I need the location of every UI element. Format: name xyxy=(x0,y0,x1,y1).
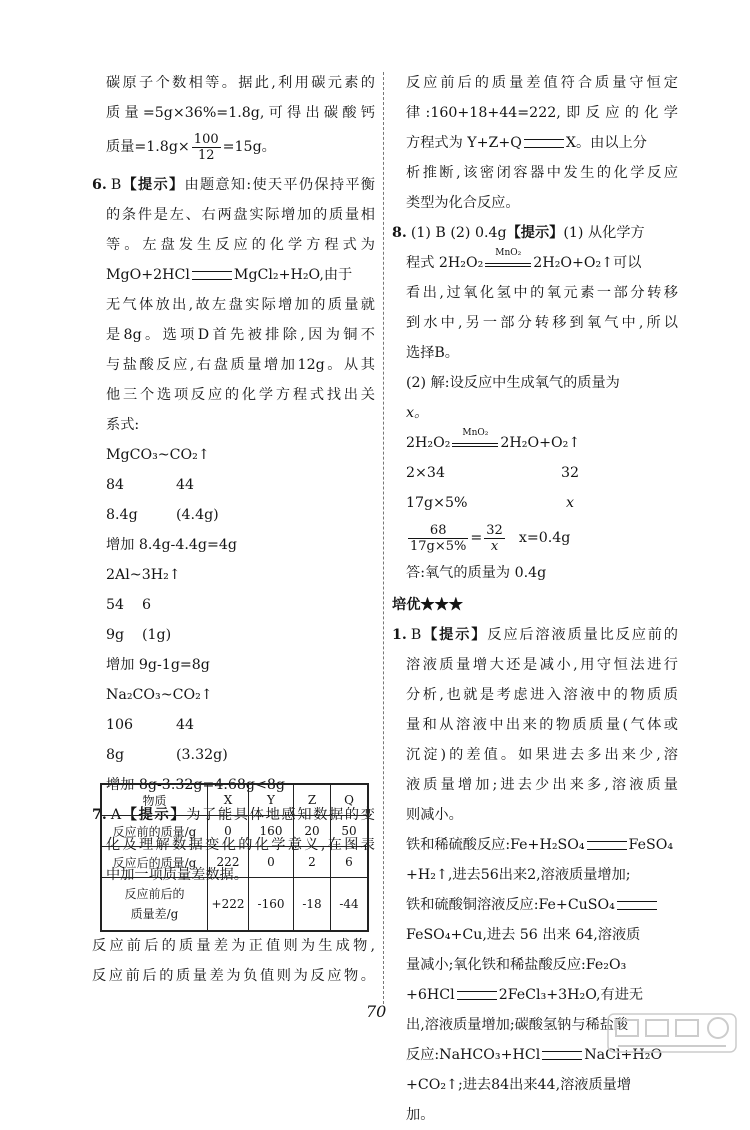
table-cell: -18 xyxy=(294,878,331,932)
text-line: 量和从溶液中出来的物质质量(气体或 xyxy=(406,717,678,733)
left-column xyxy=(92,68,375,890)
calc-row xyxy=(92,440,375,470)
question-number: 7. xyxy=(92,807,107,823)
table-cell-line: 质量差/g xyxy=(130,907,179,921)
text-line: (2) 解:设反应中生成氧气的质量为 xyxy=(406,375,620,391)
text-line: 质量=5g×36%=1.8g,可得出碳酸钙 xyxy=(106,105,375,121)
reaction-line: 出,溶液质量增加;碳酸氢钠与稀盐酸 xyxy=(406,1017,629,1033)
calc-row xyxy=(92,620,375,650)
text-line: 化及理解数据变化的化学意义,在图表 xyxy=(106,837,375,853)
calc-cell: 2×34 xyxy=(406,465,445,481)
calc-cell: 增加 8.4g-4.4g=4g xyxy=(106,537,237,553)
calc-cell: 2Al~3H₂↑ xyxy=(106,567,181,583)
calc-cell: x xyxy=(566,495,575,511)
calc-cell: 增加 8g-3.32g=4.68g<8g xyxy=(106,777,286,793)
reaction-line xyxy=(392,980,678,1010)
hint-label: 【提示】 xyxy=(421,627,488,643)
text-line: 的条件是左、右两盘实际增加的质量相 xyxy=(106,207,375,223)
fraction-denominator: 17g×5% xyxy=(410,538,467,554)
text-line: 中加一项质量差数据。 xyxy=(106,867,248,883)
calc-cell: 8g xyxy=(106,747,125,763)
fraction-denominator: x xyxy=(490,538,499,554)
catalyst-label: MnO₂ xyxy=(462,428,489,438)
equation-equals xyxy=(617,901,657,910)
calc-cell: 106 xyxy=(106,717,134,733)
equation-part: MgO+2HCl xyxy=(106,267,190,283)
text-line: 答:氧气的质量为 0.4g xyxy=(406,565,547,581)
table-cell xyxy=(101,878,208,932)
hint-label: 【提示】 xyxy=(121,807,187,823)
watermark-logo xyxy=(606,1012,738,1054)
fraction xyxy=(192,132,221,163)
equation-part: 2H₂O+O₂↑ xyxy=(500,435,581,451)
text-line: 到水中,另一部分转移到氧气中,所以 xyxy=(406,315,678,331)
text-line: 无气体放出,故左盘实际增加的质量就 xyxy=(106,297,375,313)
equation-equals xyxy=(457,991,497,1000)
question-1 xyxy=(392,620,678,650)
table-header: Y xyxy=(249,784,294,816)
right-column xyxy=(392,68,678,1130)
calc-row xyxy=(92,680,375,710)
table-cell: 6 xyxy=(331,847,369,878)
table-header-row xyxy=(101,784,368,816)
calc-row xyxy=(92,530,375,560)
text-line: 分析,也就是考虑进入溶液中的物质质 xyxy=(406,687,678,703)
calc-cell: (4.4g) xyxy=(176,507,219,523)
text-line: 等。左盘发生反应的化学方程式为 xyxy=(106,237,375,253)
calc-cell: 增加 9g-1g=8g xyxy=(106,657,210,673)
calc-cell: MgCO₃~CO₂↑ xyxy=(106,447,210,463)
calc-cell: 8.4g xyxy=(106,507,138,523)
text-line: 液质量增加;进去少出来多,溶液质量 xyxy=(406,777,678,793)
equation-part: 方程式为 Y+Z+Q xyxy=(406,135,522,151)
text-line: 他三个选项反应的化学方程式找出关 xyxy=(106,387,375,403)
text-line: 反应前后的质量差为负值则为反应物。 xyxy=(92,968,375,984)
equation-part: 铁和硫酸铜溶液反应:Fe+CuSO₄ xyxy=(406,897,615,913)
text-line: 反应后溶液质量比反应前的 xyxy=(487,627,678,643)
calc-cell: 6 xyxy=(142,597,152,613)
calc-cell: 17g×5% xyxy=(406,495,468,511)
table-header: Z xyxy=(294,784,331,816)
table-cell: 反应前的质量/g xyxy=(101,816,208,847)
calc-cell: (1g) xyxy=(142,627,172,643)
text-line: 沉淀)的差值。如果进去多出来少,溶 xyxy=(406,747,678,763)
hint-label: 【提示】 xyxy=(121,177,185,193)
text-line: 律:160+18+44=222,即反应的化学 xyxy=(406,105,678,121)
table-header: X xyxy=(208,784,249,816)
equation-part: 反应:NaHCO₃+HCl xyxy=(406,1047,541,1063)
answer-choice: B xyxy=(110,177,122,193)
table-cell: 50 xyxy=(331,816,369,847)
fraction-denominator: 12 xyxy=(197,147,215,163)
calc-row xyxy=(92,710,375,740)
answer-text: (1) B (2) 0.4g xyxy=(410,225,507,241)
equation-line xyxy=(392,248,678,278)
table-row xyxy=(101,847,368,878)
text-line: 溶液质量增大还是减小,用守恒法进行 xyxy=(406,657,678,673)
table-cell: +222 xyxy=(208,878,249,932)
equation-equals xyxy=(192,271,232,280)
reaction-line: +H₂↑,进去56出来2,溶液质量增加; xyxy=(406,867,631,883)
calc-row xyxy=(92,590,375,620)
equation-equals xyxy=(524,139,564,148)
text-line: 反应前后的质量差值符合质量守恒定 xyxy=(406,75,678,91)
calc-row xyxy=(92,560,375,590)
question-6 xyxy=(92,170,375,200)
text-line: 与盐酸反应,右盘质量增加12g。从其 xyxy=(106,357,375,373)
table-cell: 反应后的质量/g xyxy=(101,847,208,878)
equation-part: FeSO₄ xyxy=(628,837,674,853)
text-line: 由题意知:使天平仍保持平衡 xyxy=(184,177,375,193)
table-row xyxy=(101,816,368,847)
section-heading: 培优★★★ xyxy=(392,597,463,613)
calc-row xyxy=(92,740,375,770)
table-cell: 20 xyxy=(294,816,331,847)
table-header: 物质 xyxy=(101,784,208,816)
formula-line xyxy=(92,128,375,166)
catalyst-arrow xyxy=(483,248,533,270)
ratio-line: $\frac{68}{17g\times 5\%}$ = $\frac{32}{x}$ x=0.4g xyxy=(410,522,571,554)
text-line: (1) 从化学方 xyxy=(563,225,645,241)
equation-line xyxy=(392,428,678,458)
calc-cell: 54 xyxy=(106,597,125,613)
table-cell: 222 xyxy=(208,847,249,878)
mass-table xyxy=(100,783,369,932)
calc-row xyxy=(392,488,678,518)
table-cell-line: 反应前后的 xyxy=(124,887,185,901)
fraction-numerator: 100 xyxy=(193,131,219,147)
table-cell: 160 xyxy=(249,816,294,847)
equation-part: 铁和稀硫酸反应:Fe+H₂SO₄ xyxy=(406,837,585,853)
q7-conclusion xyxy=(92,931,375,991)
reaction-line xyxy=(392,830,678,860)
equation-part: 2H₂O+O₂↑可以 xyxy=(533,255,642,271)
question-number: 1. xyxy=(392,627,407,643)
question-number: 6. xyxy=(92,177,107,193)
question-8 xyxy=(392,218,678,248)
text-line: 选择B。 xyxy=(406,345,459,361)
table-cell: 0 xyxy=(208,816,249,847)
calc-cell: 32 xyxy=(561,465,580,481)
calc-cell: (3.32g) xyxy=(176,747,228,763)
equation-part: 程式 2H₂O₂ xyxy=(406,255,484,271)
text-line: =15g。 xyxy=(222,139,276,155)
fraction xyxy=(408,523,468,554)
table-row xyxy=(101,878,368,932)
watermark-graphic xyxy=(606,1012,738,1054)
fraction-numerator: 32 xyxy=(486,522,503,538)
table-cell: 2 xyxy=(294,847,331,878)
fraction xyxy=(484,523,505,554)
text-line: 析推断,该密闭容器中发生的化学反应 xyxy=(406,165,678,181)
reaction-line: FeSO₄+Cu,进去 56 出来 64,溶液质 xyxy=(406,927,641,943)
fraction-numerator: 68 xyxy=(408,523,468,539)
answer-choice: A xyxy=(110,807,122,823)
table-cell: 0 xyxy=(249,847,294,878)
question-number: 8. xyxy=(392,225,407,241)
catalyst-arrow xyxy=(450,428,500,450)
reaction-line: 加。 xyxy=(406,1107,435,1123)
result: x=0.4g xyxy=(518,530,571,546)
calc-row xyxy=(392,458,678,488)
text-line: 质量=1.8g× xyxy=(106,139,190,155)
text-line: 碳原子个数相等。据此,利用碳元素的 xyxy=(106,75,375,91)
equation-line xyxy=(92,260,375,290)
calc-cell: 44 xyxy=(176,477,195,493)
text-line: 反应前后的质量差为正值则为生成物, xyxy=(92,938,375,954)
text-line: 系式: xyxy=(106,417,140,433)
table-cell: -160 xyxy=(249,878,294,932)
table-header: Q xyxy=(331,784,369,816)
catalyst-label: MnO₂ xyxy=(495,248,522,258)
text-line: 是8g。选项D首先被排除,因为铜不 xyxy=(106,327,375,343)
equation-part: MgCl₂+H₂O,由于 xyxy=(233,267,353,283)
calc-cell: 84 xyxy=(106,477,125,493)
text-line: 看出,过氧化氢中的氧元素一部分转移 xyxy=(406,285,678,301)
equation-part: X。由以上分 xyxy=(565,135,647,151)
equation-equals xyxy=(587,841,627,850)
equation-part: NaCl+H₂O xyxy=(584,1047,663,1063)
equation-equals xyxy=(542,1051,582,1060)
text-line: 为了能具体地感知数据的变 xyxy=(186,807,375,823)
calc-cell: Na₂CO₃~CO₂↑ xyxy=(106,687,213,703)
column-divider xyxy=(383,72,384,1004)
equation-line xyxy=(392,128,678,158)
calc-row xyxy=(92,470,375,500)
calc-row xyxy=(92,500,375,530)
reaction-line: +CO₂↑;进去84出来44,溶液质量增 xyxy=(406,1077,632,1093)
reaction-line xyxy=(392,890,678,920)
equation-part: 2H₂O₂ xyxy=(406,435,451,451)
text-line: 则减小。 xyxy=(406,807,463,823)
equation-part: +6HCl xyxy=(406,987,455,1003)
calc-cell: 44 xyxy=(176,717,195,733)
calc-cell: 9g xyxy=(106,627,125,643)
calc-row xyxy=(92,650,375,680)
answer-choice: B xyxy=(410,627,422,643)
table-cell: -44 xyxy=(331,878,369,932)
page-number: 70 xyxy=(366,1002,387,1021)
reaction-line: 量减小;氧化铁和稀盐酸反应:Fe₂O₃ xyxy=(406,957,627,973)
hint-label: 【提示】 xyxy=(506,225,564,241)
text-line: x。 xyxy=(406,405,429,421)
equation-part: 2FeCl₃+3H₂O,有进无 xyxy=(498,987,644,1003)
text-line: 类型为化合反应。 xyxy=(406,195,520,211)
